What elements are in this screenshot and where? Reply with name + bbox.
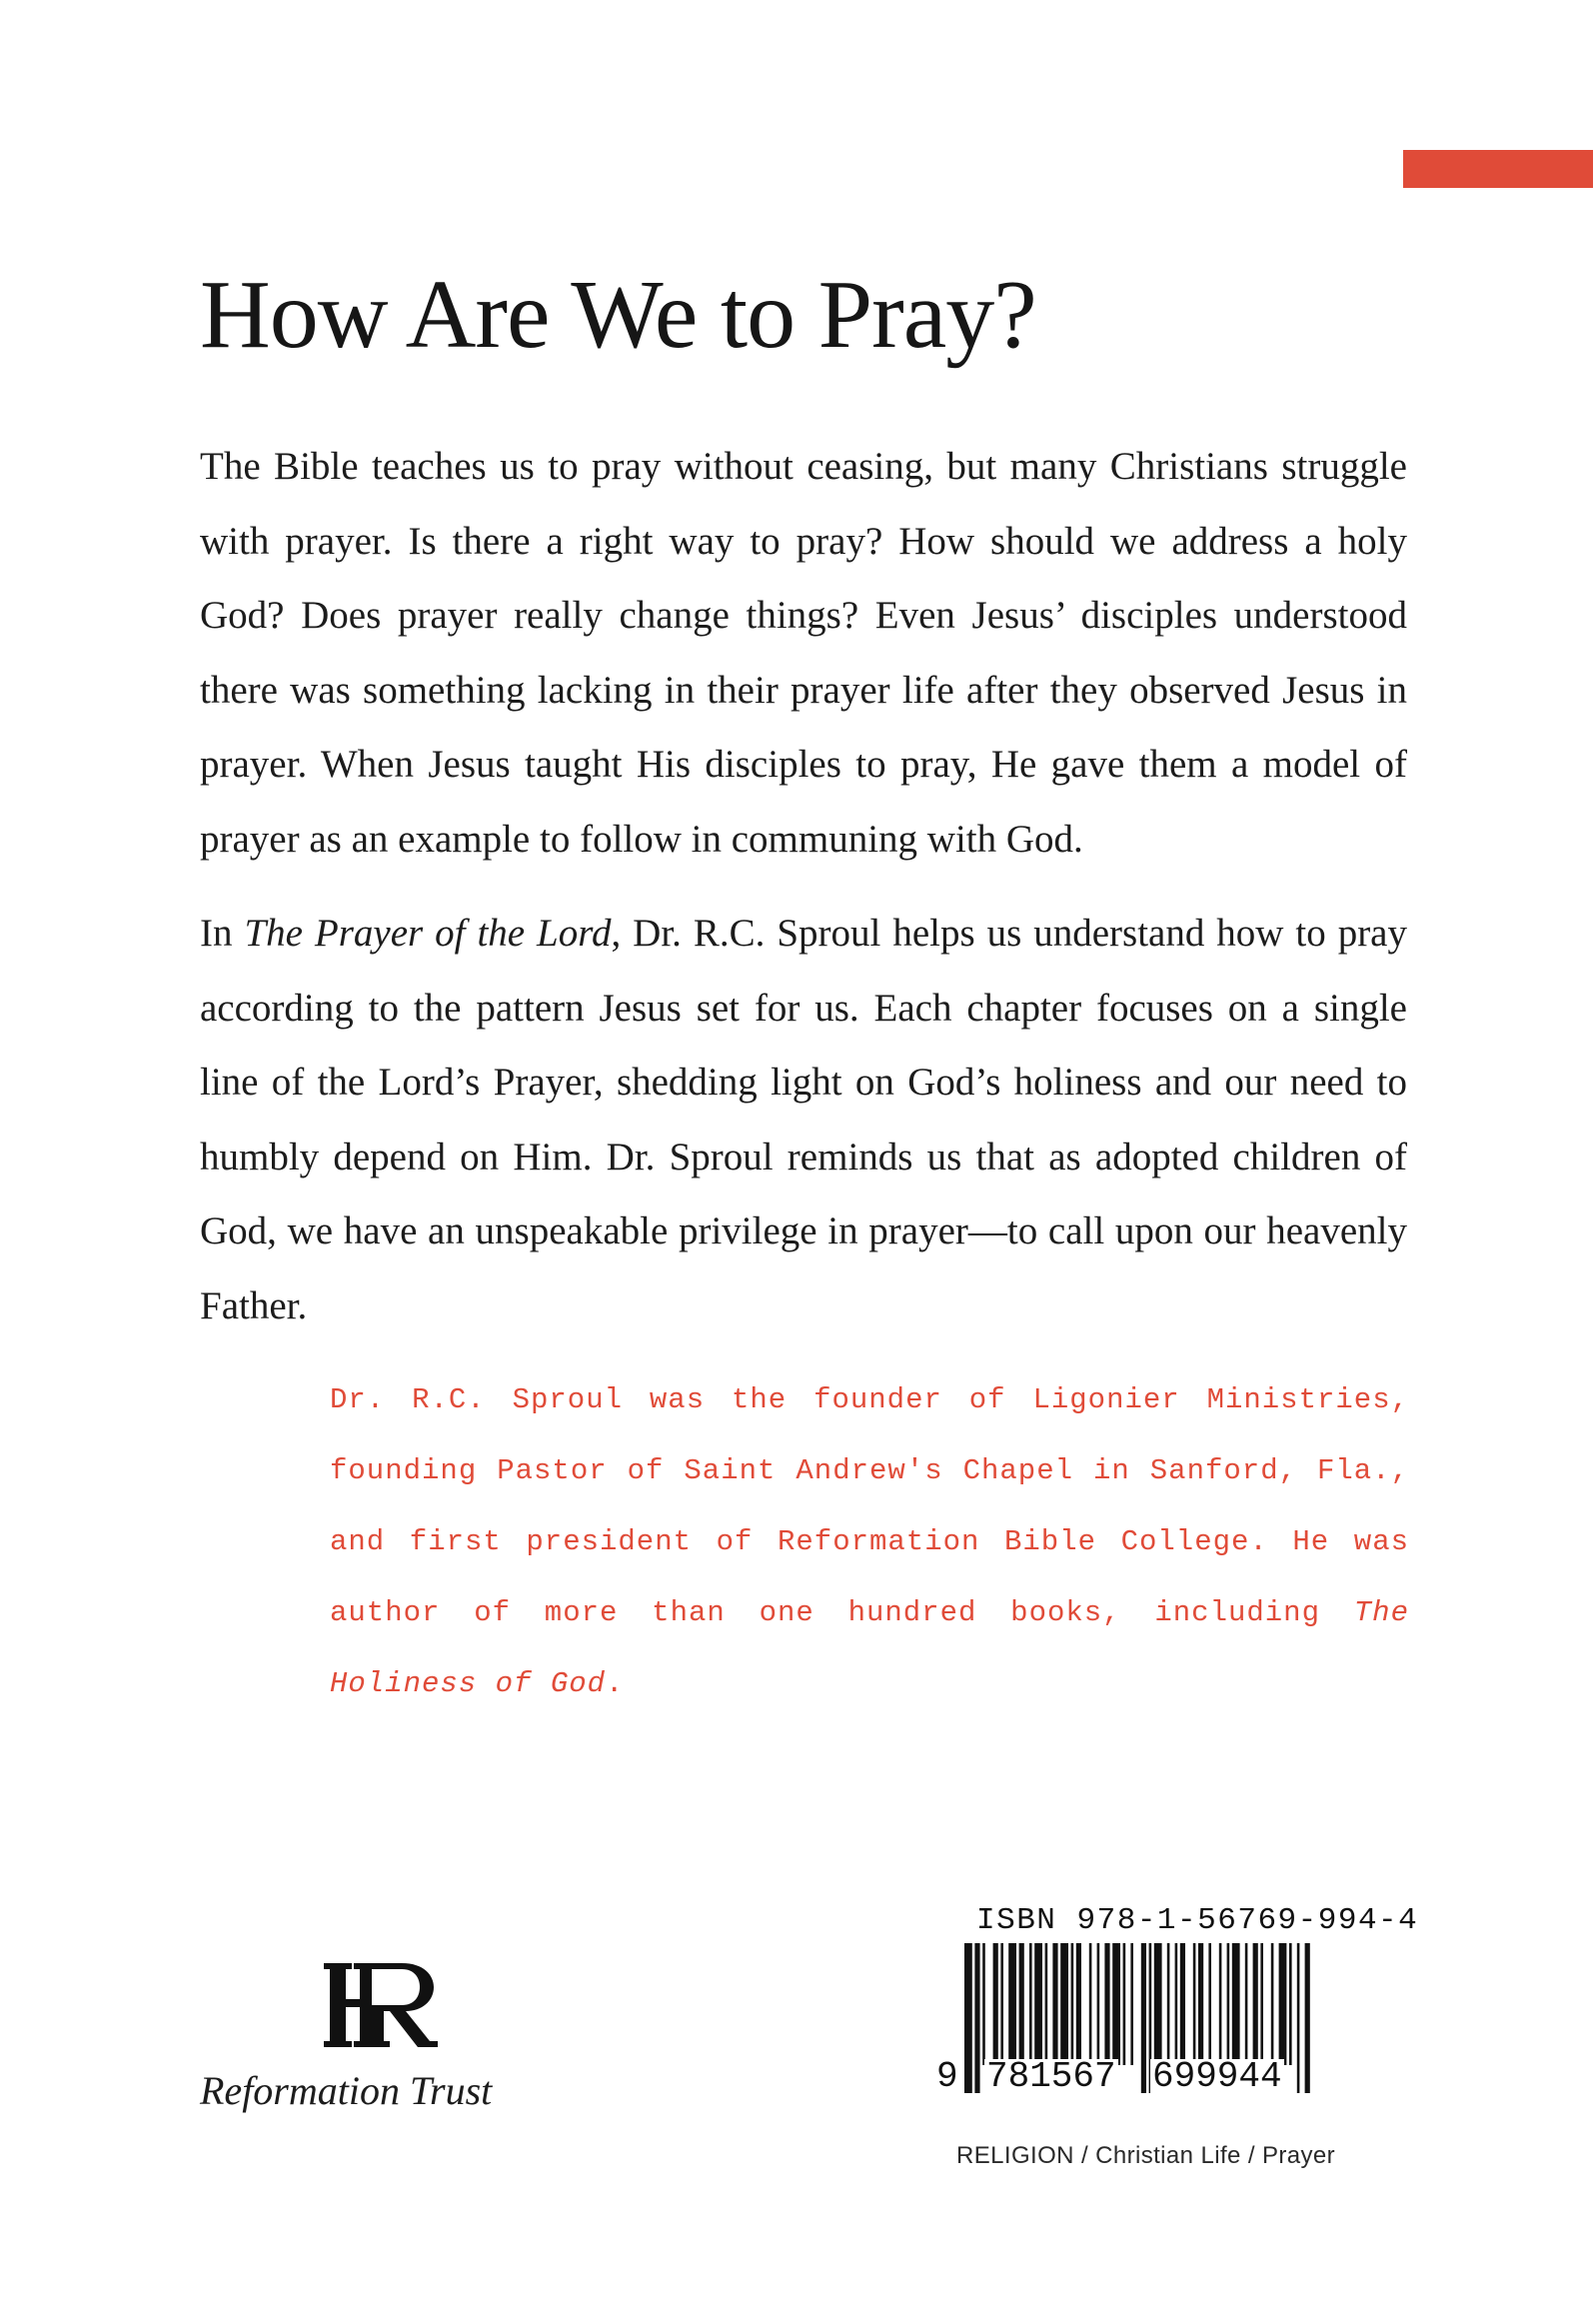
barcode-bar [1279,1943,1287,2065]
barcode-bar [1123,1943,1126,2065]
barcode-bar [974,1943,979,2093]
barcode-bar [1052,1943,1057,2065]
barcode-bar [1076,1943,1081,2065]
barcode-bar [1297,1943,1300,2093]
barcode-bar [1060,1943,1068,2065]
barcode-bar [1154,1943,1162,2065]
author-bio-book-title: The Holiness of God [330,1596,1409,1700]
barcode-bar [982,1943,985,2065]
accent-bar [1403,150,1593,188]
isbn-label: ISBN 978-1-56769-994-4 [976,1903,1419,1938]
barcode-bar [1008,1943,1016,2065]
barcode-bar [1305,1943,1310,2093]
barcode-bar [1019,1943,1024,2065]
barcode-bar [1089,1943,1092,2065]
category-label: RELIGION / Christian Life / Prayer [956,2142,1336,2169]
rt-monogram-icon [322,1959,442,2051]
barcode-bar [1175,1943,1178,2065]
barcode-bar [1198,1943,1203,2065]
book-description [200,430,1407,1363]
barcode-bar [1253,1943,1258,2065]
barcode-bar [1167,1943,1170,2065]
barcode-bar [1029,1943,1032,2065]
description-paragraph-2 [200,897,1407,1343]
barcode-bar [1260,1943,1263,2065]
barcode-bar [1034,1943,1042,2065]
barcode-bar [964,1943,972,2093]
barcode-bar [1193,1943,1196,2065]
barcode-bar [1141,1943,1146,2093]
barcode-bar [1097,1943,1100,2065]
barcode-digit-group-2: 699944 [1152,2056,1282,2097]
author-bio-text: Dr. R.C. Sproul was the founder of Ligonier Ministries, founding Pastor of Saint Andrew's Chapel in Sanford, Fla., and first president of Reformation Bible College. He was author of more than one hundred books, including [330,1383,1409,1629]
barcode-bar [1227,1943,1230,2065]
barcode-bar [1000,1943,1003,2065]
paragraph-2-body: , Dr. R.C. Sproul helps us understand how to pray according to the pattern Jesus set for us. Each chapter focuses on a single line of the Lord’s Prayer, shedding light on God’s holiness and our need to humbly depend on Him. Dr. Sproul reminds us that as adopted children of God, we have an unspeakable privilege in prayer—to call upon our heavenly Father. [200,912,1407,1327]
book-title-reference: The Prayer of the Lord [244,912,612,955]
barcode-bar [1289,1943,1292,2065]
barcode-bar [1045,1943,1048,2065]
barcode-bar [1219,1943,1222,2065]
barcode-bar [1180,1943,1185,2065]
paragraph-2-lead: In [200,912,245,955]
barcode-bar [1271,1943,1274,2065]
description-paragraph-1: The Bible teaches us to pray without ceasing, but many Christians struggle with prayer. Is there a right way to pray? How should we address a holy God? Does prayer really change things? Even Jesus’ disciples understood there was something lacking in their prayer life after they observed Jesus in prayer. When Jesus taught His disciples to pray, He gave them a model of prayer as an example to follow in communing with God. [200,445,1407,861]
barcode-digit-lead: 9 [936,2056,958,2097]
barcode-bar [1071,1943,1074,2065]
publisher-name: Reformation Trust [200,2068,493,2113]
author-bio-period: . [606,1667,625,1700]
author-bio [330,1364,1409,1719]
barcode-bar [1245,1943,1248,2065]
barcode-bar [1104,1943,1109,2065]
barcode-bar [1130,1943,1133,2065]
barcode-bar [993,1943,998,2065]
page-title: How Are We to Pray? [200,261,1036,369]
barcode-bar [1112,1943,1120,2065]
barcode-bar [1208,1943,1211,2065]
barcode-bar [1232,1943,1240,2065]
barcode-digit-group-1: 781567 [986,2056,1116,2097]
